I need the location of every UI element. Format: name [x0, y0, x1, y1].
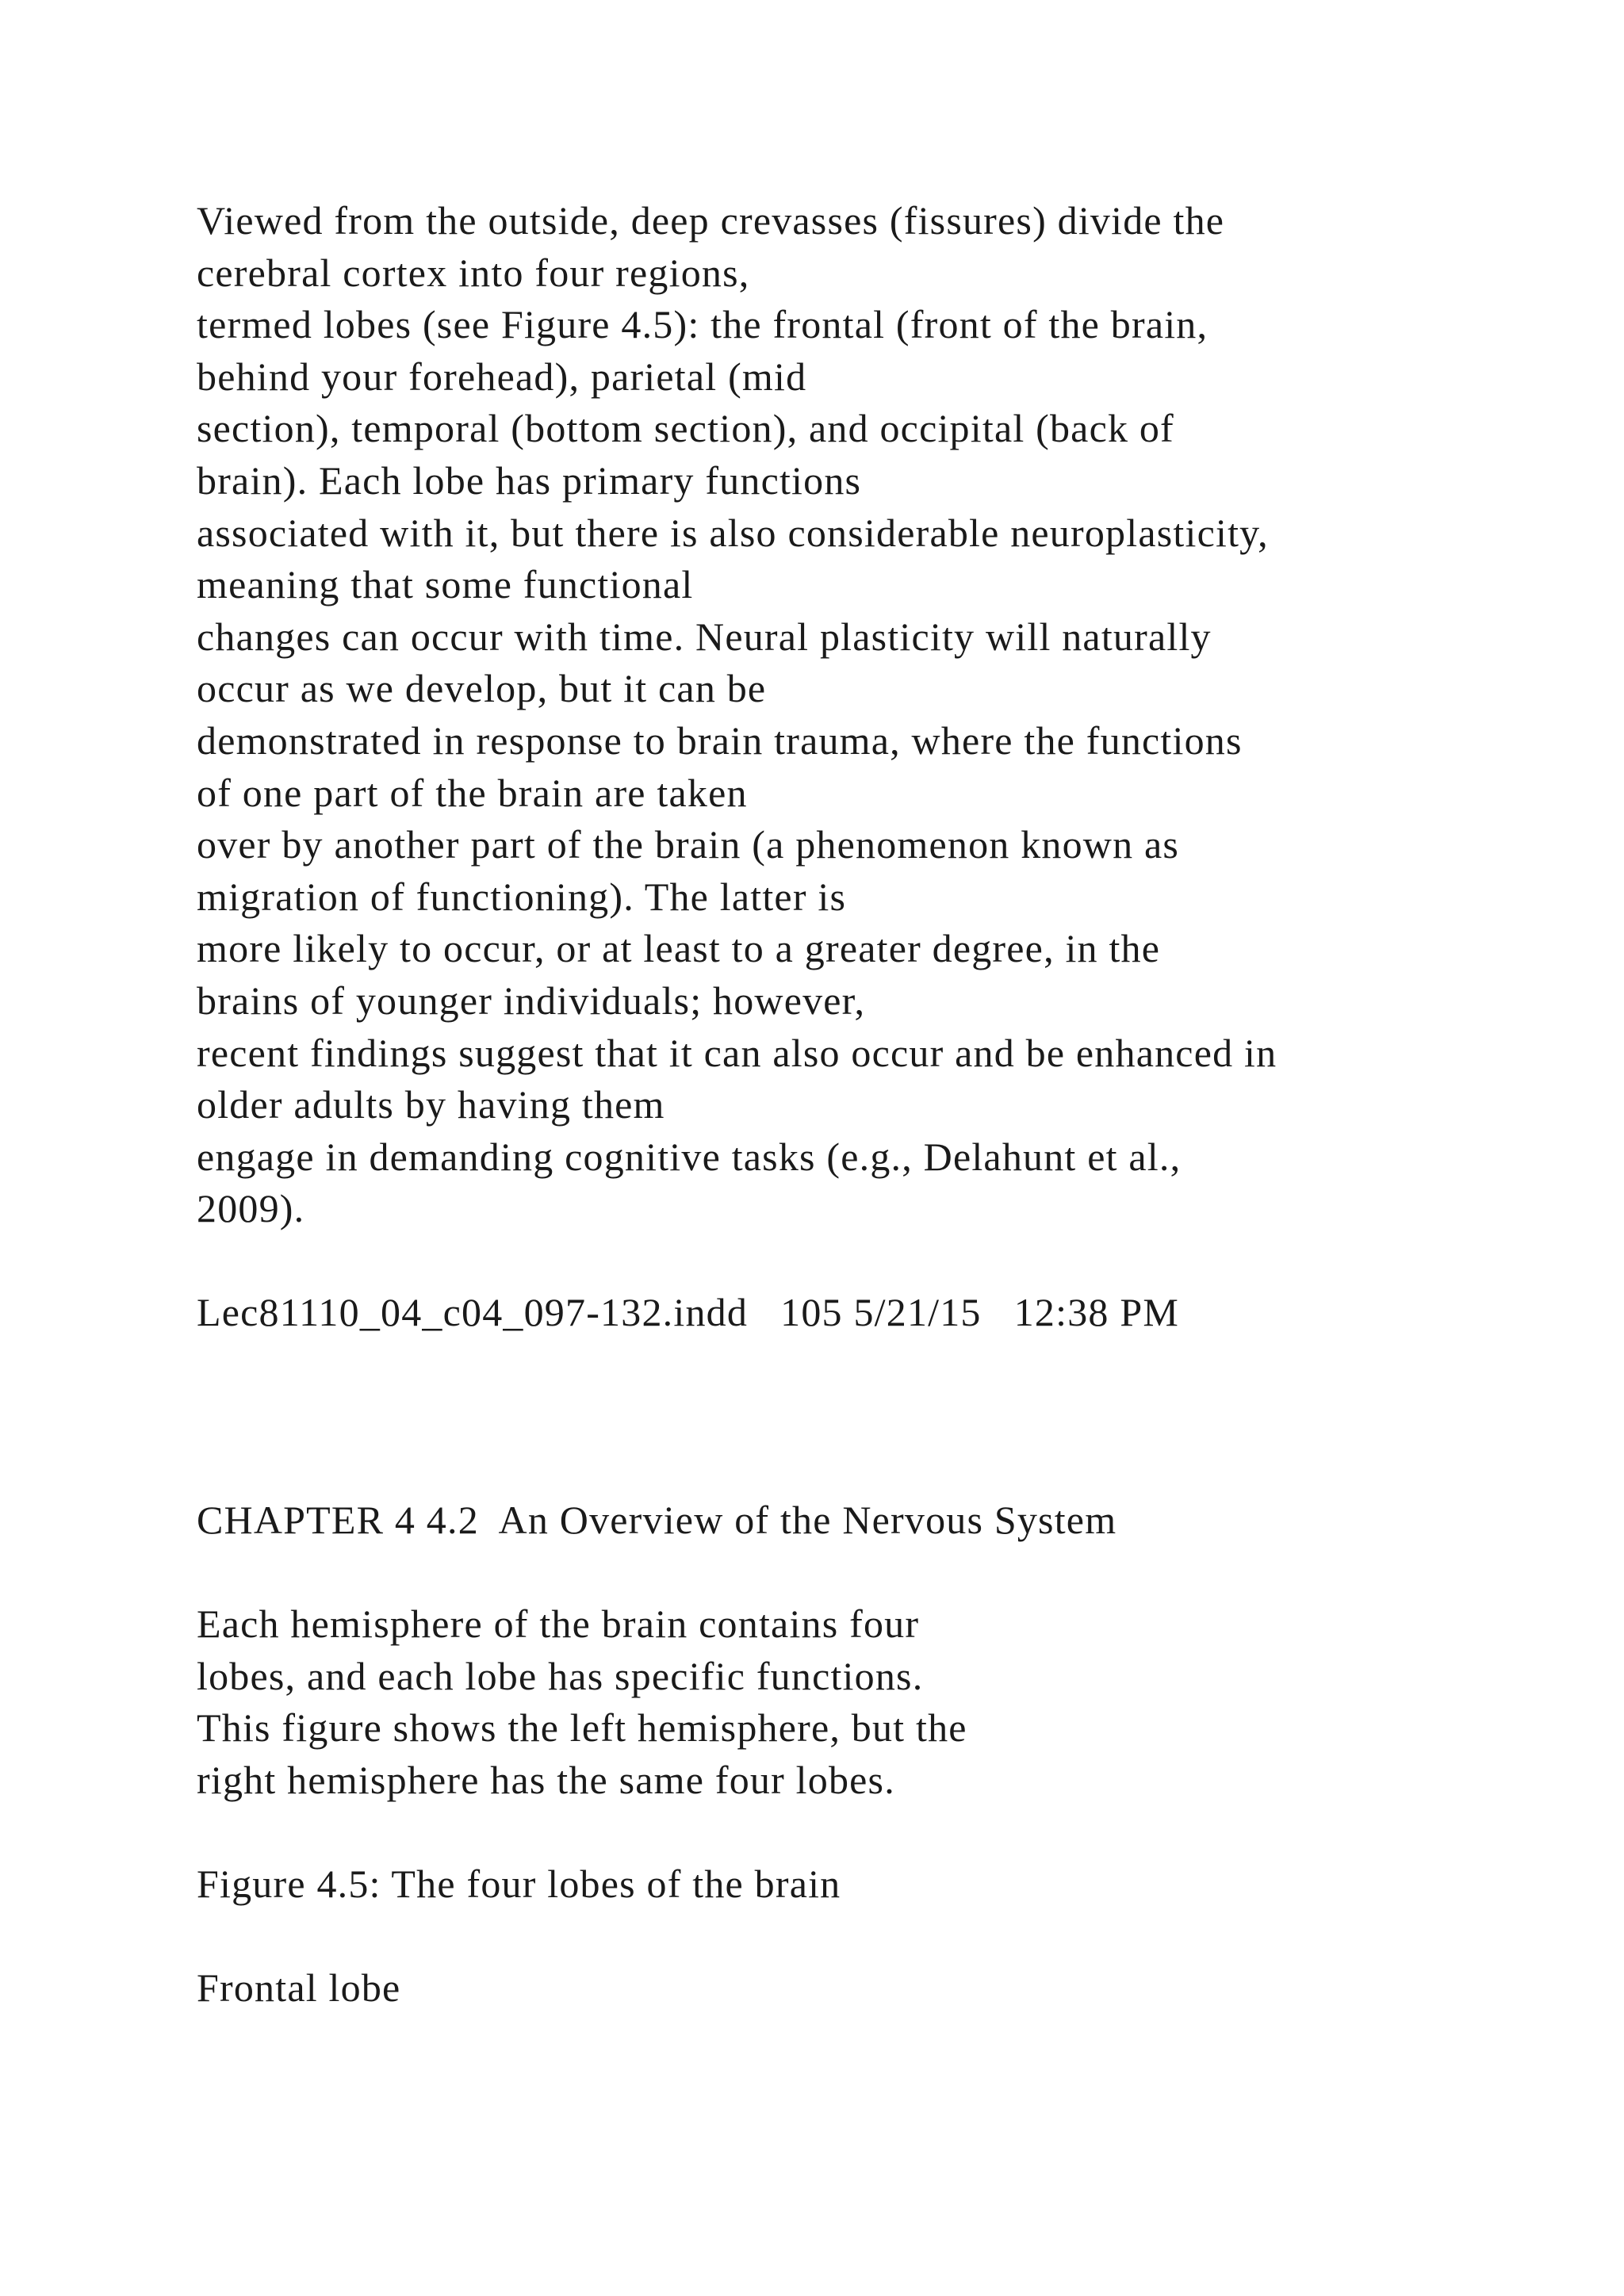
paragraph-line: brains of younger individuals; however, — [197, 978, 866, 1023]
body-paragraph — [197, 195, 1277, 1235]
figure-description — [197, 1598, 967, 1806]
figure-description-line: lobes, and each lobe has specific functions. — [197, 1653, 924, 1698]
paragraph-line: occur as we develop, but it can be — [197, 666, 767, 711]
chapter-header-text: CHAPTER 4 4.2 An Overview of the Nervous System — [197, 1498, 1117, 1542]
paragraph-line: migration of functioning). The latter is — [197, 874, 847, 919]
paragraph-line: termed lobes (see Figure 4.5): the frontal (front of the brain, — [197, 302, 1208, 347]
paragraph-line: over by another part of the brain (a phenomenon known as — [197, 822, 1180, 867]
paragraph-line: cerebral cortex into four regions, — [197, 250, 750, 295]
paragraph-line: recent findings suggest that it can also occur and be enhanced in — [197, 1030, 1277, 1075]
paragraph-line: Viewed from the outside, deep crevasses (fissures) divide the — [197, 198, 1225, 243]
paragraph-line: 2009). — [197, 1186, 305, 1231]
file-footer-text: Lec81110_04_c04_097-132.indd 105 5/21/15 12:38 PM — [197, 1290, 1179, 1334]
chapter-header — [197, 1494, 1116, 1547]
paragraph-line: of one part of the brain are taken — [197, 770, 748, 815]
file-footer — [197, 1287, 1179, 1339]
paragraph-line: more likely to occur, or at least to a greater degree, in the — [197, 926, 1161, 971]
figure-description-line: right hemisphere has the same four lobes. — [197, 1757, 895, 1802]
figure-caption — [197, 1858, 841, 1911]
figure-label — [197, 1962, 400, 2015]
figure-description-line: This figure shows the left hemisphere, but the — [197, 1705, 967, 1751]
paragraph-line: older adults by having them — [197, 1082, 665, 1127]
paragraph-line: associated with it, but there is also considerable neuroplasticity, — [197, 510, 1269, 555]
paragraph-line: brain). Each lobe has primary functions — [197, 457, 862, 503]
paragraph-line: changes can occur with time. Neural plasticity will naturally — [197, 614, 1212, 659]
paragraph-line: meaning that some functional — [197, 562, 694, 607]
figure-caption-text: Figure 4.5: The four lobes of the brain — [197, 1862, 841, 1906]
figure-description-line: Each hemisphere of the brain contains four — [197, 1601, 920, 1646]
paragraph-line: demonstrated in response to brain trauma, where the functions — [197, 718, 1243, 763]
paragraph-line: engage in demanding cognitive tasks (e.g., Delahunt et al., — [197, 1134, 1182, 1179]
paragraph-line: behind your forehead), parietal (mid — [197, 354, 807, 399]
figure-label-frontal-lobe: Frontal lobe — [197, 1965, 401, 2010]
paragraph-line: section), temporal (bottom section), and occipital (back of — [197, 406, 1174, 451]
